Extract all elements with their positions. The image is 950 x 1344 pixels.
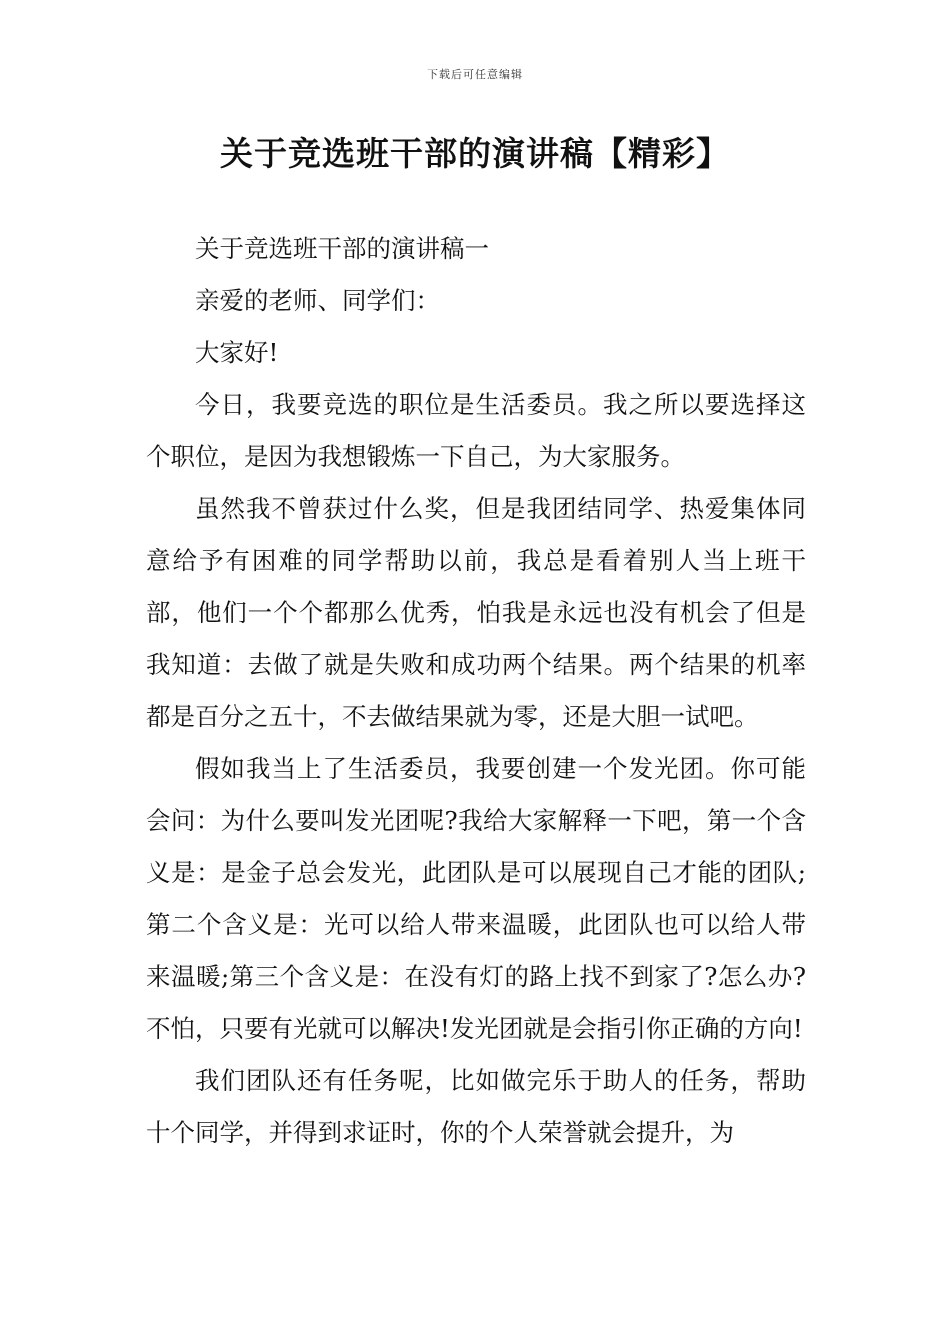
paragraph: 虽然我不曾获过什么奖，但是我团结同学、热爱集体同意给予有困难的同学帮助以前，我总是看着别人当上班干部，他们一个个都那么优秀，怕我是永远也没有机会了但是我知道：去做了就是失败和成功两个结果。两个结果的机率都是百分之五十，不去做结果就为零，还是大胆一试吧。: [146, 494, 806, 731]
document-body: [146, 223, 806, 1159]
document-title: 关于竞选班干部的演讲稿【精彩】: [220, 134, 730, 173]
paragraph-subtitle: 关于竞选班干部的演讲稿一: [195, 234, 489, 263]
paragraph: 我们团队还有任务呢，比如做完乐于助人的任务，帮助十个同学，并得到求证时，你的个人荣誉就会提升，为: [146, 1066, 806, 1147]
paragraph-salutation: 亲爱的老师、同学们：: [195, 286, 440, 315]
paragraph: 假如我当上了生活委员，我要创建一个发光团。你可能会问：为什么要叫发光团呢?我给大家解释一下吧，第一个含义是：是金子总会发光，此团队是可以展现自己才能的团队;第二个含义是：光可以给人带来温暖，此团队也可以给人带来温暖;第三个含义是：在没有灯的路上找不到家了?怎么办?不怕，只要有光就可以解决!发光团就是会指引你正确的方向!: [146, 754, 806, 1043]
header-note: 下载后可任意编辑: [427, 68, 523, 81]
paragraph-greeting: 大家好!: [195, 338, 279, 367]
paragraph: 今日，我要竞选的职位是生活委员。我之所以要选择这个职位，是因为我想锻炼一下自己，为大家服务。: [146, 390, 806, 471]
